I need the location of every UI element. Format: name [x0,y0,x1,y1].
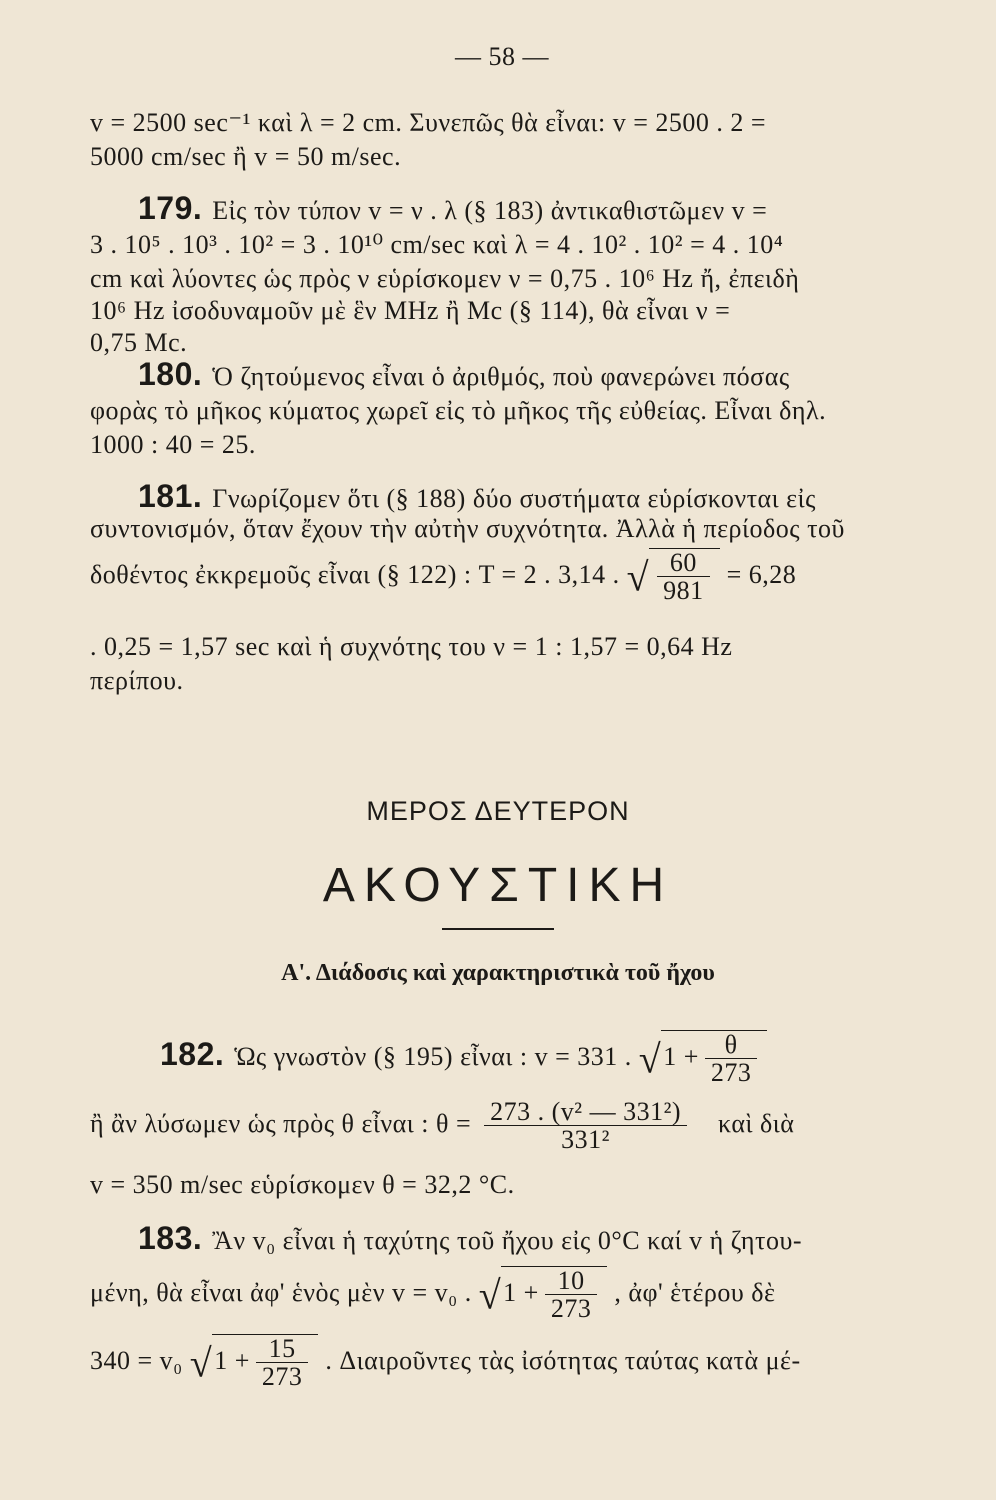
p183-sqrt-1: 1 + $\frac{10}{273}$ [501,1266,607,1323]
p180-line3: 1000 : 40 = 25. [90,430,256,459]
p183-line2: μένη, θὰ εἶναι ἀφ' ἑνὸς μὲν v = v₀ . √1 + $\frac{10}{273}$ , ἀφ' ἑτέρου δὲ [90,1266,776,1324]
sqrt-icon: √ [638,1036,662,1082]
p182-sqrt: 1 + $\frac{\theta}{273}$ [661,1030,767,1087]
p183-sqrt-fraction-2: $\frac{15}{273}$ [256,1335,309,1391]
p181-fraction: $\frac{60}{981}$ [657,549,710,605]
p182-line2: ἢ ἂν λύσωμεν ὡς πρὸς θ εἶναι : θ = $\frac{\text{273 . (v² — 331²)}}{\text{331²}}$ καὶ διὰ [90,1097,795,1155]
p182-number: 182. [160,1035,225,1072]
p178-line2: 5000 cm/sec ἢ v = 50 m/sec. [90,142,402,171]
p179-number: 179. [138,190,203,226]
title-rule [442,928,554,930]
p182-fraction: $\frac{\text{273 . (v² — 331²)}}{\text{331²}}$ [484,1098,687,1154]
p181-line5: περίπου. [90,666,184,695]
p180-line2: φορὰς τὸ μῆκος κύματος χωρεῖ εἰς τὸ μῆκος τῆς εὐθείας. Εἶναι δηλ. [90,396,827,425]
p183-sqrt-fraction-1: $\frac{10}{273}$ [545,1267,598,1323]
p182-line1: 182. Ὡς γνωστὸν (§ 195) εἶναι : v = 331 . √1 + $\frac{\theta}{273}$ [160,1030,767,1087]
p183-sqrt-2: 1 + $\frac{15}{273}$ [212,1334,318,1391]
p181-number: 181. [138,478,203,514]
p182-sqrt-fraction: $\frac{\theta}{273}$ [705,1031,758,1087]
p180-number: 180. [138,356,203,392]
page-number: — 58 — [455,42,549,71]
sqrt-icon: √ [478,1272,502,1318]
p181-line4: . 0,25 = 1,57 sec καὶ ἡ συχνότης του ν = 1 : 1,57 = 0,64 Hz [90,632,733,661]
p181-line2: συντονισμόν, ὅταν ἔχουν τὴν αὐτὴν συχνότητα. Ἀλλὰ ἡ περίοδος τοῦ [90,514,845,543]
p179-line1: 179. Εἰς τὸν τύπον v = ν . λ (§ 183) ἀντικαθιστῶμεν v = [138,190,768,226]
p179-line5: 0,75 Mc. [90,328,188,357]
p178-line1: v = 2500 sec⁻¹ καὶ λ = 2 cm. Συνεπῶς θὰ εἶναι: v = 2500 . 2 = [90,108,767,137]
part-heading: ΜΕΡΟΣ ΔΕΥΤΕΡΟΝ [366,796,630,826]
p183-line1: 183. Ἂν v₀ εἶναι ἡ ταχύτης τοῦ ἤχου εἰς 0°C καί v ἡ ζητου- [138,1220,802,1256]
p183-line3: 340 = v₀ √1 + $\frac{15}{273}$ . Διαιροῦντες τὰς ἰσότητας ταύτας κατὰ μέ- [90,1334,801,1392]
chapter-subheading: Α'. Διάδοσις καὶ χαρακτηριστικὰ τοῦ ἤχου [281,960,715,986]
p183-number: 183. [138,1220,203,1256]
p181-line3: δοθέντος ἐκκρεμοῦς εἶναι (§ 122) : T = 2 . 3,14 . √ $\frac{60}{981}$ = 6,28 [90,548,797,606]
p181-line1: 181. Γνωρίζομεν ὅτι (§ 188) δύο συστήματα εὑρίσκονται εἰς [138,478,816,514]
sqrt-icon: √ [626,554,650,600]
part-title: ΑΚΟΥΣΤΙΚΗ [322,859,674,912]
p179-line4: 10⁶ Hz ἰσοδυναμοῦν μὲ ἓν MHz ἢ Mc (§ 114), θὰ εἶναι ν = [90,296,731,325]
p179-line3: cm καὶ λύοντες ὡς πρὸς ν εὑρίσκομεν ν = 0,75 . 10⁶ Hz ἤ, ἐπειδὴ [90,264,800,293]
p182-line3: v = 350 m/sec εὑρίσκομεν θ = 32,2 °C. [90,1170,515,1199]
p179-line2: 3 . 10⁵ . 10³ . 10² = 3 . 10¹⁰ cm/sec καὶ λ = 4 . 10² . 10² = 4 . 10⁴ [90,230,784,259]
sqrt-icon: √ [189,1340,213,1386]
p180-line1: 180. Ὁ ζητούμενος εἶναι ὁ ἀριθμός, ποὺ φανερώνει πόσας [138,356,790,392]
p181-sqrt [649,548,720,605]
